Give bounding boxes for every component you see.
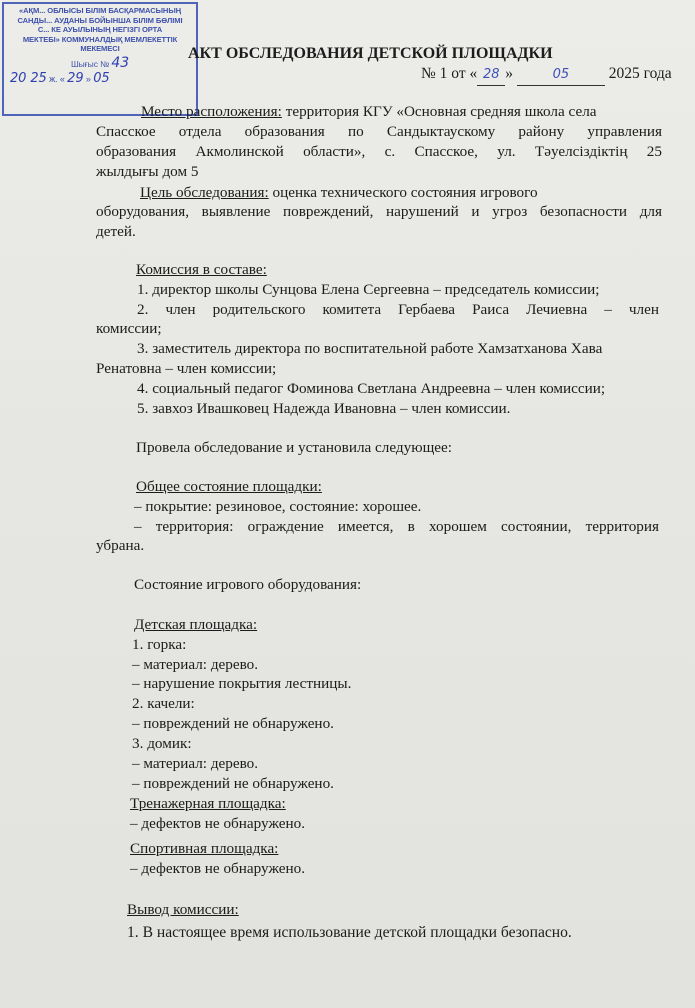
stamp-reg-number: 43	[111, 54, 130, 71]
location-text-line: Спасское отдела образования по Сандыктаускому району управления	[96, 123, 662, 140]
commission-member: 2. член родительского комитета Гербаева Раиса Лечиевна – член	[137, 301, 659, 318]
sport-area-label: Спортивная площадка:	[130, 840, 279, 857]
purpose-label: Цель обследования:	[140, 184, 269, 201]
commission-member: 3. заместитель директора по воспитательной работе Хамзатханова Хава	[137, 340, 603, 357]
stamp-date-sep: »	[85, 73, 91, 84]
equipment-item: 2. качели:	[132, 695, 195, 712]
commission-member-cont: Ренатовна – член комиссии;	[96, 360, 277, 377]
stamp-line: МЕКТЕБІ» КОММУНАЛДЫҚ МЕМЛЕКЕТТІК	[22, 34, 178, 44]
established-line: Провела обследование и установила следующее:	[136, 439, 452, 456]
conclusion-label: Вывод комиссии:	[127, 901, 239, 918]
stamp-line: МЕКЕМЕСІ	[80, 44, 120, 54]
equipment-item: 1. горка:	[132, 636, 187, 653]
commission-member: 4. социальный педагог Фоминова Светлана Андреевна – член комиссии;	[137, 380, 606, 397]
stamp-line: САНДЫ... АУДАНЫ БОЙЫНША БІЛІМ БӨЛІМІ	[17, 15, 183, 25]
location-text: территория КГУ «Основная средняя школа села	[281, 103, 597, 120]
document-title: АКТ ОБСЛЕДОВАНИЯ ДЕТСКОЙ ПЛОЩАДКИ	[188, 45, 553, 62]
doc-year: 2025 года	[604, 65, 672, 82]
equipment-detail: – нарушение покрытия лестницы.	[132, 675, 352, 692]
general-state-item-cont: убрана.	[96, 537, 145, 554]
stamp-date-day: 29	[67, 70, 84, 86]
equipment-item: 3. домик:	[132, 735, 192, 752]
stamp-date	[4, 70, 196, 86]
location-label: Место расположения:	[141, 103, 282, 120]
doc-number-prefix: № 1 от «	[421, 65, 478, 82]
general-state-item: – территория: ограждение имеется, в хорошем состоянии, территория	[134, 518, 659, 535]
purpose-text-line: детей.	[96, 223, 136, 240]
kids-playground-label: Детская площадка:	[134, 616, 258, 633]
stamp-line: «АҚМ... ОБЛЫСЫ БІЛІМ БАСҚАРМАСЫНЫҢ	[18, 6, 182, 15]
commission-label: Комиссия в составе:	[136, 261, 267, 278]
equipment-heading: Состояние игрового оборудования:	[134, 576, 362, 593]
sport-area-detail: – дефектов не обнаружено.	[130, 860, 305, 877]
purpose-line	[140, 182, 538, 203]
stamp-outgoing-number	[4, 54, 196, 71]
stamp-date-sep: ж. «	[49, 73, 65, 84]
stamp-date-month: 05	[93, 70, 110, 86]
equipment-detail: – повреждений не обнаружено.	[132, 715, 334, 732]
stamp-reg-label: Шығыс №	[70, 58, 110, 69]
document-number-line	[421, 63, 672, 86]
equipment-detail: – повреждений не обнаружено.	[132, 775, 334, 792]
equipment-detail: – материал: дерево.	[132, 755, 259, 772]
location-text-line: образования Акмолинской области», с. Спасское, ул. Тәуелсіздіктің 25	[96, 143, 662, 160]
general-state-item: – покрытие: резиновое, состояние: хорошее.	[134, 498, 422, 515]
location-line	[141, 101, 597, 122]
commission-member-cont: комиссии;	[96, 320, 162, 337]
doc-number-mid: »	[505, 65, 517, 82]
purpose-text-line: оборудования, выявление повреждений, нарушений и угроз безопасности для	[96, 203, 662, 220]
commission-member: 5. завхоз Ивашковец Надежда Ивановна – член комиссии.	[137, 400, 511, 417]
general-state-label: Общее состояние площадки:	[136, 478, 322, 495]
trainer-area-detail: – дефектов не обнаружено.	[130, 815, 305, 832]
purpose-text: оценка технического состояния игрового	[268, 184, 538, 201]
stamp-date-year: 20 25	[10, 70, 47, 86]
stamp-line: С... КЕ АУЫЛЫНЫҢ НЕГІЗГІ ОРТА	[37, 25, 163, 35]
doc-month-handwritten: 05	[517, 64, 605, 86]
equipment-detail: – материал: дерево.	[132, 656, 259, 673]
commission-member: 1. директор школы Сунцова Елена Сергеевна – председатель комиссии;	[137, 281, 600, 298]
registration-stamp	[2, 2, 198, 116]
conclusion-item: 1. В настоящее время использование детской площадки безопасно.	[127, 924, 572, 941]
location-text-line: жылдығы дом 5	[96, 163, 199, 180]
trainer-area-label: Тренажерная площадка:	[130, 795, 286, 812]
doc-day-handwritten: 28	[477, 64, 505, 86]
